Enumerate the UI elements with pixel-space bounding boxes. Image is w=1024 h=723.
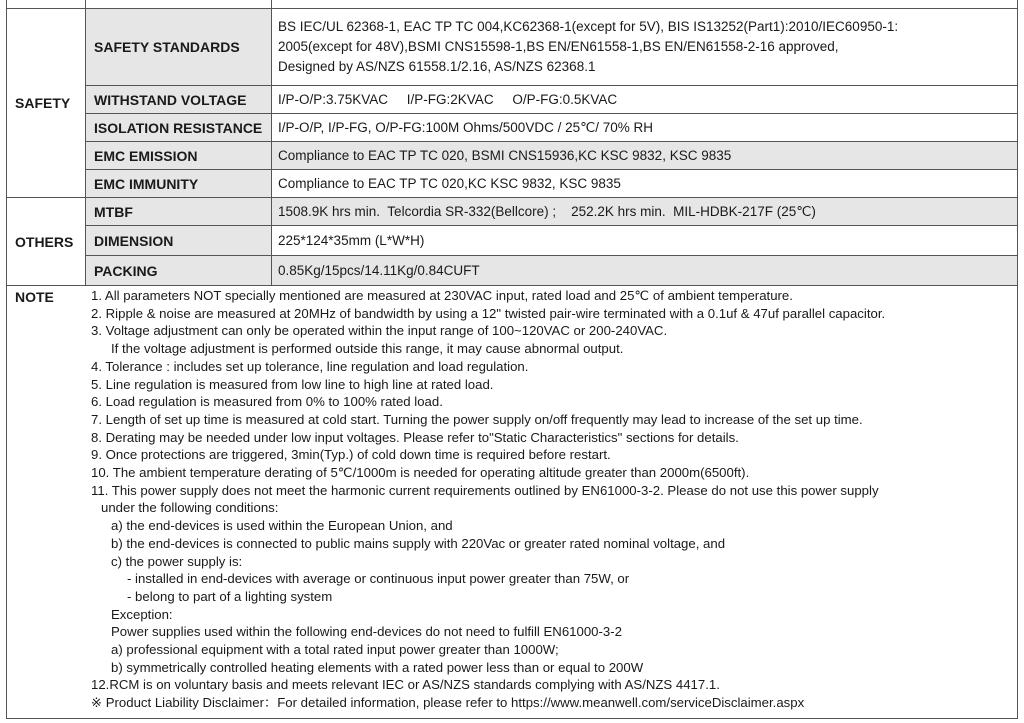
note-line: Power supplies used within the following end-devices do not need to fulfill EN61000-3-2 — [111, 624, 622, 640]
isolation-resistance-value: I/P-O/P, I/P-FG, O/P-FG:100M Ohms/500VDC / 25℃/ 70% RH — [278, 119, 654, 135]
category-safety: SAFETY — [15, 95, 71, 111]
withstand-voltage-value: I/P-O/P:3.75KVAC I/P-FG:2KVAC O/P-FG:0.5KVAC — [278, 91, 618, 107]
safety-standards-label: SAFETY STANDARDS — [86, 9, 271, 85]
disclaimer-line: ※ Product Liability Disclaimer：For detailed information, please refer to https://www.meanwell.com/serviceDisclaimer.aspx — [91, 695, 805, 711]
safety-standards-line: Designed by AS/NZS 61558.1/2.16, AS/NZS 62368.1 — [278, 59, 596, 74]
note-line: b) the end-devices is connected to public mains supply with 220Vac or greater rated nominal voltage, and — [111, 535, 726, 551]
emc-emission-value: Compliance to EAC TP TC 020, BSMI CNS15936,KC KSC 9832, KSC 9835 — [272, 142, 1017, 169]
category-others: OTHERS — [15, 233, 74, 250]
withstand-voltage-label: WITHSTAND VOLTAGE — [86, 86, 271, 113]
note-line: 3. Voltage adjustment can only be operated within the input range of 100~120VAC or 200-240VAC. — [91, 323, 668, 339]
dimension-label: DIMENSION — [86, 226, 271, 255]
emc-emission-label: EMC EMISSION — [86, 142, 271, 169]
emc-immunity-label: EMC IMMUNITY — [86, 170, 271, 197]
note-line: 6. Load regulation is measured from 0% to 100% rated load. — [91, 394, 443, 410]
dimension-value: 225*124*35mm (L*W*H) — [278, 232, 425, 248]
safety-standards-line: BS IEC/UL 62368-1, EAC TP TC 004,KC62368-1(except for 5V), BIS IS13252(Part1):2010/IEC60950-1: — [278, 19, 899, 34]
emc-immunity-value: Compliance to EAC TP TC 020,KC KSC 9832, KSC 9835 — [278, 175, 621, 191]
note-line: 9. Once protections are triggered, 3min(Typ.) of cold down time is required before restart. — [91, 447, 611, 463]
note-line: 5. Line regulation is measured from low line to high line at rated load. — [91, 376, 494, 392]
safety-standards-value — [272, 9, 1017, 85]
spec-sheet — [6, 0, 1018, 719]
safety-standards-line: 2005(except for 48V),BSMI CNS15598-1,BS EN/EN61558-1,BS EN/EN61558-2-16 approved, — [278, 39, 839, 54]
note-line: 10. The ambient temperature derating of 5℃/1000m is needed for operating altitude greater than 2000m(6500ft). — [91, 465, 750, 481]
note-line: c) the power supply is: — [111, 553, 243, 569]
isolation-resistance-label: ISOLATION RESISTANCE — [86, 114, 271, 141]
mtbf-label: MTBF — [86, 198, 271, 225]
packing-label: PACKING — [86, 256, 271, 285]
note-line: 7. Length of set up time is measured at cold start. Turning the power supply on/off frequently may lead to increase of the set up time. — [91, 411, 863, 427]
note-line: - installed in end-devices with average or continuous input power greater than 75W, or — [127, 571, 630, 587]
note-line: a) the end-devices is used within the European Union, and — [111, 518, 453, 534]
note-line: If the voltage adjustment is performed outside this range, it may cause abnormal output. — [111, 341, 624, 357]
note-line: 1. All parameters NOT specially mentioned are measured at 230VAC input, rated load and 25℃ of ambient temperature. — [91, 288, 793, 303]
note-line: Exception: — [111, 606, 173, 622]
section-divider — [7, 285, 1017, 286]
mtbf-value: 1508.9K hrs min. Telcordia SR-332(Bellcore) ; 252.2K hrs min. MIL-HDBK-217F (25℃) — [272, 198, 1017, 225]
category-note: NOTE — [15, 289, 54, 305]
note-line: 8. Derating may be needed under low input voltages. Please refer to"Static Characteristics" sections for details. — [91, 429, 739, 445]
notes-list — [91, 287, 1011, 712]
note-line: 11. This power supply does not meet the harmonic current requirements outlined by EN61000-3-2. Please do not use this power supply — [91, 482, 879, 498]
note-line: 2. Ripple & noise are measured at 20MHz of bandwidth by using a 12" twisted pair-wire terminated with a 0.1uf & 47uf parallel capacitor. — [91, 305, 886, 321]
note-line: b) symmetrically controlled heating elements with a rated power less than or equal to 200W — [111, 659, 644, 675]
note-line: a) professional equipment with a total rated input power greater than 1000W; — [111, 642, 559, 658]
note-line: - belong to part of a lighting system — [127, 588, 333, 604]
packing-value: 0.85Kg/15pcs/14.11Kg/0.84CUFT — [272, 256, 1017, 285]
note-line: 12.RCM is on voluntary basis and meets relevant IEC or AS/NZS standards complying with AS/NZS 4417.1. — [91, 677, 720, 693]
note-line: 4. Tolerance : includes set up tolerance, line regulation and load regulation. — [91, 358, 529, 374]
note-line: under the following conditions: — [101, 500, 279, 516]
